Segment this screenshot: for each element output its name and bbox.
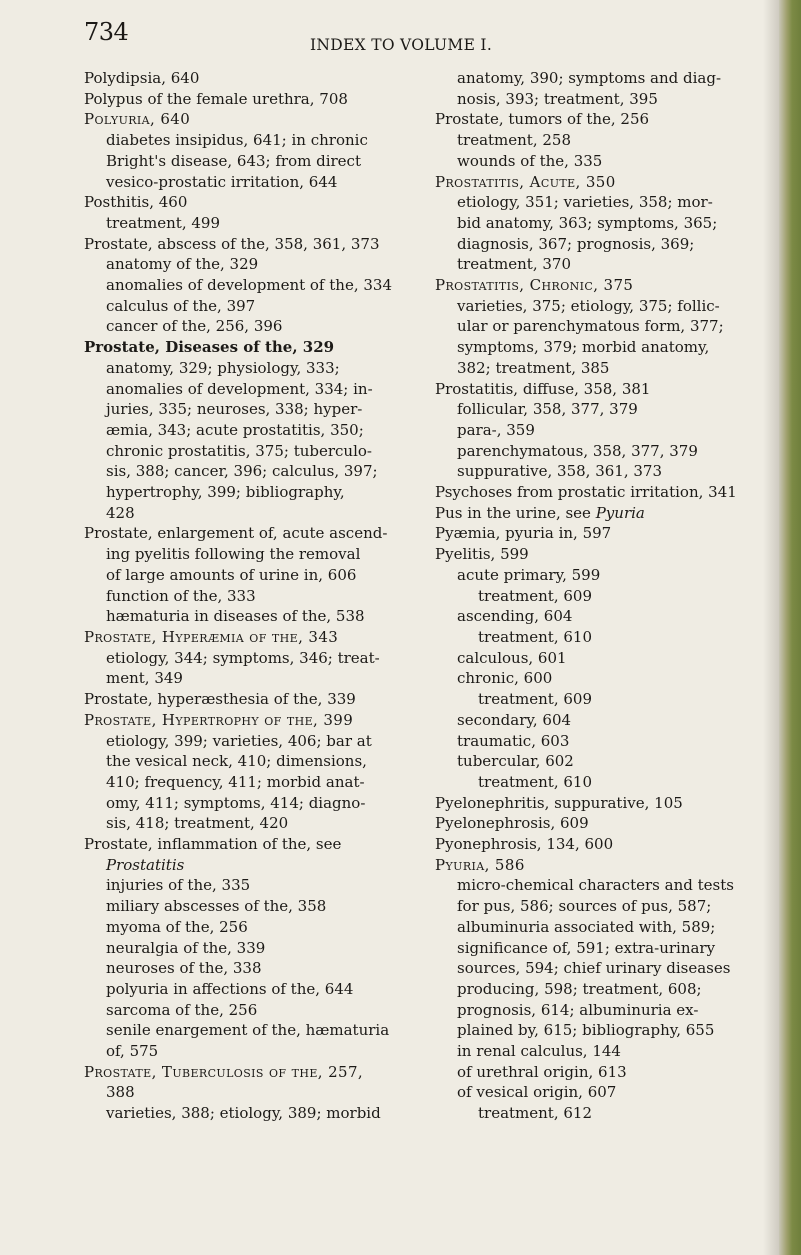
index-subentry: sis, 388; cancer, 396; calculus, 397;: [106, 462, 378, 481]
index-heading: Prostate, Tuberculosis of the, 257,: [84, 1062, 364, 1081]
index-subentry: sarcoma of the, 256: [106, 1000, 258, 1019]
index-entry: Pyelitis, 599: [435, 545, 529, 564]
index-subentry: secondary, 604: [457, 710, 572, 729]
index-subentry: etiology, 344; symptoms, 346; treat-: [106, 648, 380, 667]
index-subentry: follicular, 358, 377, 379: [457, 400, 638, 419]
index-subentry: neuroses of the, 338: [106, 959, 262, 978]
index-subentry: æmia, 343; acute prostatitis, 350;: [106, 420, 364, 439]
index-subentry: of urethral origin, 613: [457, 1062, 627, 1081]
index-subentry: treatment, 370: [457, 255, 572, 274]
index-subentry: diagnosis, 367; prognosis, 369;: [457, 234, 695, 253]
index-entry: Prostate, tumors of the, 256: [435, 110, 650, 129]
index-heading: Prostate, Hyperæmia of the, 343: [84, 627, 339, 646]
index-subentry: ing pyelitis following the removal: [106, 545, 361, 564]
index-subentry: cancer of the, 256, 396: [106, 317, 283, 336]
index-subentry: 410; frequency, 411; morbid anat-: [106, 772, 365, 791]
index-subentry: of, 575: [106, 1042, 159, 1061]
index-subentry: treatment, 258: [457, 131, 572, 150]
index-subentry: neuralgia of the, 339: [106, 938, 266, 957]
index-subentry: calculus of the, 397: [106, 296, 256, 315]
index-subentry: anatomy of the, 329: [106, 255, 259, 274]
index-subentry: calculous, 601: [457, 648, 567, 667]
index-subentry: polyuria in affections of the, 644: [106, 979, 354, 998]
page-gutter-shadow: [763, 0, 779, 1255]
index-entry: Pyonephrosis, 134, 600: [435, 835, 614, 854]
index-subentry: chronic, 600: [457, 669, 553, 688]
index-subentry: producing, 598; treatment, 608;: [457, 979, 702, 998]
book-edge: [779, 0, 801, 1255]
index-subentry: varieties, 388; etiology, 389; morbid: [106, 1104, 381, 1123]
index-subentry: for pus, 586; sources of pus, 587;: [457, 897, 712, 916]
index-subsubentry: treatment, 609: [478, 690, 593, 709]
index-entry: Pyelonephrosis, 609: [435, 814, 589, 833]
index-entry: Prostate, inflammation of the, see: [84, 835, 342, 854]
index-heading: Prostate, Hypertrophy of the, 399: [84, 710, 354, 729]
index-column-right: [435, 68, 747, 1124]
index-entry: Prostatitis, diffuse, 358, 381: [435, 379, 651, 398]
index-subentry: varieties, 375; etiology, 375; follic-: [457, 296, 720, 315]
index-entry: Pyelonephritis, suppurative, 105: [435, 793, 683, 812]
index-heading-bold: Prostate, Diseases of the, 329: [84, 338, 335, 357]
index-subentry: anatomy, 390; symptoms and diag-: [457, 69, 722, 87]
index-entry: Polypus of the female urethra, 708: [84, 89, 348, 108]
index-heading: Polyuria, 640: [84, 110, 191, 129]
index-subentry: ment, 349: [106, 669, 183, 688]
index-subentry: vesico-prostatic irritation, 644: [106, 172, 338, 191]
index-subentry: sources, 594; chief urinary diseases: [457, 959, 731, 978]
index-subentry: traumatic, 603: [457, 731, 570, 750]
index-subentry: the vesical neck, 410; dimensions,: [106, 752, 367, 771]
index-entry: Prostate, hyperæsthesia of the, 339: [84, 690, 356, 709]
index-subentry: omy, 411; symptoms, 414; diagno-: [106, 793, 366, 812]
index-subentry: 388: [106, 1083, 135, 1102]
index-subentry: etiology, 399; varieties, 406; bar at: [106, 731, 372, 750]
index-subentry: symptoms, 379; morbid anatomy,: [457, 338, 710, 357]
index-subentry: injuries of the, 335: [106, 876, 251, 895]
index-subentry: ascending, 604: [457, 607, 573, 626]
index-subentry: plained by, 615; bibliography, 655: [457, 1021, 715, 1040]
index-subentry: ular or parenchymatous form, 377;: [457, 317, 724, 336]
index-subentry: anomalies of development of the, 334: [106, 276, 392, 295]
index-subentry: anatomy, 329; physiology, 333;: [106, 358, 340, 377]
index-subentry: 382; treatment, 385: [457, 358, 610, 377]
index-subentry: bid anatomy, 363; symptoms, 365;: [457, 213, 718, 232]
index-subentry: wounds of the, 335: [457, 151, 603, 170]
index-entry: Psychoses from prostatic irritation, 341: [435, 483, 737, 502]
index-subsubentry: treatment, 612: [478, 1104, 593, 1123]
index-subentry: parenchymatous, 358, 377, 379: [457, 441, 698, 460]
index-subentry: significance of, 591; extra-urinary: [457, 938, 716, 957]
index-entry: Prostate, enlargement of, acute ascend-: [84, 524, 388, 543]
index-subentry: para-, 359: [457, 420, 535, 439]
index-subsubentry: treatment, 609: [478, 586, 593, 605]
index-cross-reference: Pyuria: [595, 503, 645, 522]
index-subentry: diabetes insipidus, 641; in chronic: [106, 131, 368, 150]
page-number: 734: [84, 18, 129, 46]
index-subentry: etiology, 351; varieties, 358; mor-: [457, 193, 713, 212]
index-entry-text: Pus in the urine, see: [435, 503, 591, 522]
index-subentry: hæmaturia in diseases of the, 538: [106, 607, 365, 626]
index-subentry: suppurative, 358, 361, 373: [457, 462, 663, 481]
index-cross-reference: Prostatitis: [106, 855, 185, 874]
index-entry: Polydipsia, 640: [84, 69, 200, 87]
index-heading: Prostatitis, Chronic, 375: [435, 276, 634, 295]
index-subentry: of vesical origin, 607: [457, 1083, 617, 1102]
index-subentry: treatment, 499: [106, 213, 221, 232]
index-subentry: hypertrophy, 399; bibliography,: [106, 483, 345, 502]
index-subentry: sis, 418; treatment, 420: [106, 814, 289, 833]
index-subentry: function of the, 333: [106, 586, 256, 605]
index-subsubentry: treatment, 610: [478, 627, 593, 646]
index-heading: Prostatitis, Acute, 350: [435, 172, 616, 191]
index-subentry: Bright's disease, 643; from direct: [106, 151, 361, 170]
index-subentry: prognosis, 614; albuminuria ex-: [457, 1000, 699, 1019]
index-subentry: chronic prostatitis, 375; tuberculo-: [106, 441, 372, 460]
index-heading: Pyuria, 586: [435, 855, 525, 874]
index-entry: Posthitis, 460: [84, 193, 188, 212]
index-subsubentry: treatment, 610: [478, 772, 593, 791]
index-subentry: tubercular, 602: [457, 752, 574, 771]
index-subentry: of large amounts of urine in, 606: [106, 565, 357, 584]
index-subentry: senile enargement of the, hæmaturia: [106, 1021, 390, 1040]
index-subentry: nosis, 393; treatment, 395: [457, 89, 658, 108]
index-subentry: acute primary, 599: [457, 565, 601, 584]
index-subentry: 428: [106, 503, 135, 522]
index-entry: [435, 503, 747, 524]
index-subentry: anomalies of development, 334; in-: [106, 379, 373, 398]
index-entry: Prostate, abscess of the, 358, 361, 373: [84, 234, 380, 253]
index-subentry: myoma of the, 256: [106, 917, 248, 936]
running-head: INDEX TO VOLUME I.: [310, 36, 493, 54]
index-subentry: juries, 335; neuroses, 338; hyper-: [106, 400, 363, 419]
index-subentry: albuminuria associated with, 589;: [457, 917, 716, 936]
index-column-left: [84, 68, 396, 1124]
index-entry: Pyæmia, pyuria in, 597: [435, 524, 612, 543]
index-subentry: in renal calculus, 144: [457, 1042, 621, 1061]
index-subentry: miliary abscesses of the, 358: [106, 897, 327, 916]
index-subentry: micro-chemical characters and tests: [457, 876, 734, 895]
